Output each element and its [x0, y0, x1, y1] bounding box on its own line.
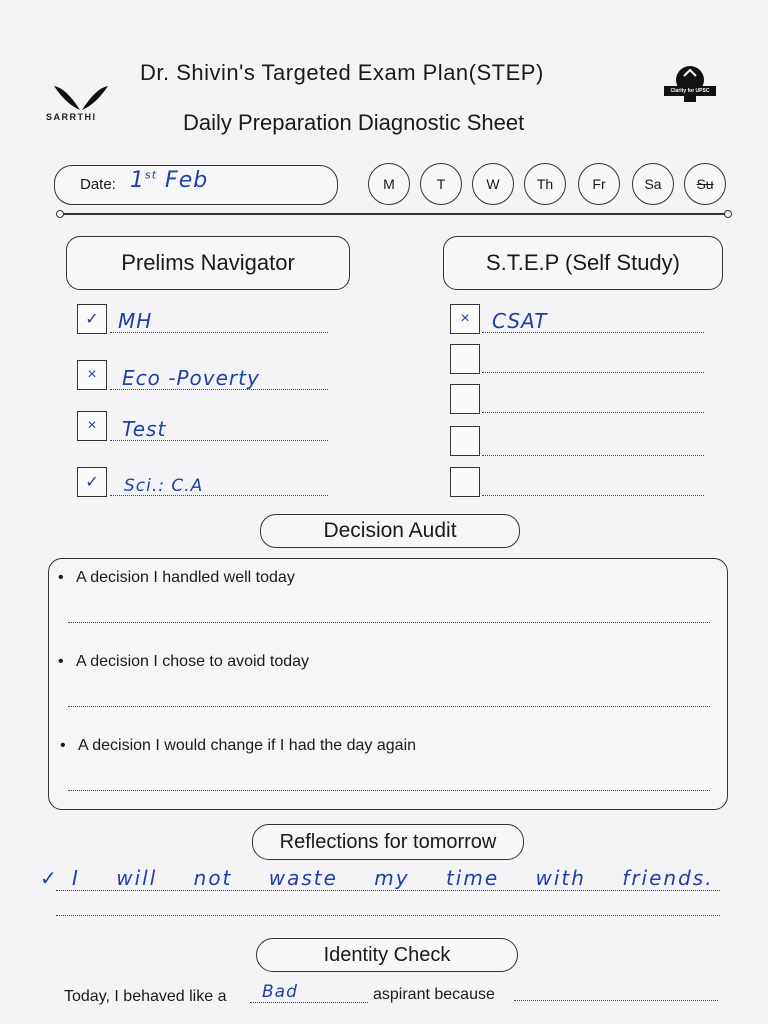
bullet-icon: • — [58, 653, 64, 670]
audit-line-3[interactable] — [68, 790, 710, 791]
step-checkbox-4[interactable] — [450, 426, 480, 456]
step-line-3 — [482, 412, 704, 413]
identity-blank-line[interactable] — [250, 1002, 368, 1003]
reflection-line-1[interactable] — [56, 890, 720, 891]
prelims-checkbox-3[interactable]: × — [77, 411, 107, 441]
divider-end-left — [56, 210, 64, 218]
audit-prompt-3: A decision I would change if I had the day again — [78, 737, 417, 754]
decision-audit-title: Decision Audit — [260, 514, 520, 548]
step-item-1: CSAT — [492, 309, 548, 333]
sarrthi-logo-icon — [52, 82, 110, 112]
day-thursday[interactable]: Th — [524, 163, 566, 205]
step-line-2 — [482, 372, 704, 373]
prelims-checkbox-2[interactable]: × — [77, 360, 107, 390]
step-checkbox-5[interactable] — [450, 467, 480, 497]
identity-prefix: Today, I behaved like a — [64, 988, 227, 1005]
divider-end-right — [724, 210, 732, 218]
prelims-item-4: Sci.: C.A — [124, 476, 204, 496]
bullet-icon: • — [60, 737, 66, 754]
day-friday[interactable]: Fr — [578, 163, 620, 205]
audit-prompt-1: A decision I handled well today — [76, 569, 295, 586]
brand-name: SARRTHI — [46, 112, 97, 122]
bullet-icon: • — [58, 569, 64, 586]
audit-line-1[interactable] — [68, 622, 710, 623]
prelims-item-2: Eco -Poverty — [122, 366, 260, 390]
day-wednesday[interactable]: W — [472, 163, 514, 205]
lightbulb-badge-icon — [664, 62, 716, 112]
audit-line-2[interactable] — [68, 706, 710, 707]
divider — [60, 213, 728, 215]
prelims-navigator-title: Prelims Navigator — [66, 236, 350, 290]
day-saturday[interactable]: Sa — [632, 163, 674, 205]
step-line-5 — [482, 495, 704, 496]
step-self-study-title: S.T.E.P (Self Study) — [443, 236, 723, 290]
identity-reason-line[interactable] — [514, 1000, 718, 1001]
identity-check-title: Identity Check — [256, 938, 518, 972]
step-checkbox-3[interactable] — [450, 384, 480, 414]
page-subtitle: Daily Preparation Diagnostic Sheet — [183, 110, 525, 135]
day-sunday[interactable]: Su — [684, 163, 726, 205]
reflection-check-icon: ✓ — [40, 866, 58, 890]
date-value: 1st Feb — [130, 168, 209, 193]
badge-text: Clarity for UPSC — [670, 88, 710, 94]
date-label: Date: — [80, 176, 116, 193]
identity-value: Bad — [262, 982, 298, 1002]
day-tuesday[interactable]: T — [420, 163, 462, 205]
page-title: Dr. Shivin's Targeted Exam Plan(STEP) — [140, 60, 544, 85]
identity-suffix: aspirant because — [373, 986, 495, 1003]
reflection-line-2[interactable] — [56, 915, 720, 916]
decision-audit-box — [48, 558, 728, 810]
reflection-text: I will not waste my time with friends. — [72, 866, 714, 890]
step-line-4 — [482, 455, 704, 456]
step-checkbox-1[interactable]: × — [450, 304, 480, 334]
prelims-item-1: MH — [118, 309, 153, 333]
prelims-checkbox-1[interactable]: ✓ — [77, 304, 107, 334]
audit-prompt-2: A decision I chose to avoid today — [76, 653, 310, 670]
reflections-title: Reflections for tomorrow — [252, 824, 524, 860]
day-monday[interactable]: M — [368, 163, 410, 205]
prelims-checkbox-4[interactable]: ✓ — [77, 467, 107, 497]
prelims-item-3: Test — [122, 417, 167, 441]
step-checkbox-2[interactable] — [450, 344, 480, 374]
